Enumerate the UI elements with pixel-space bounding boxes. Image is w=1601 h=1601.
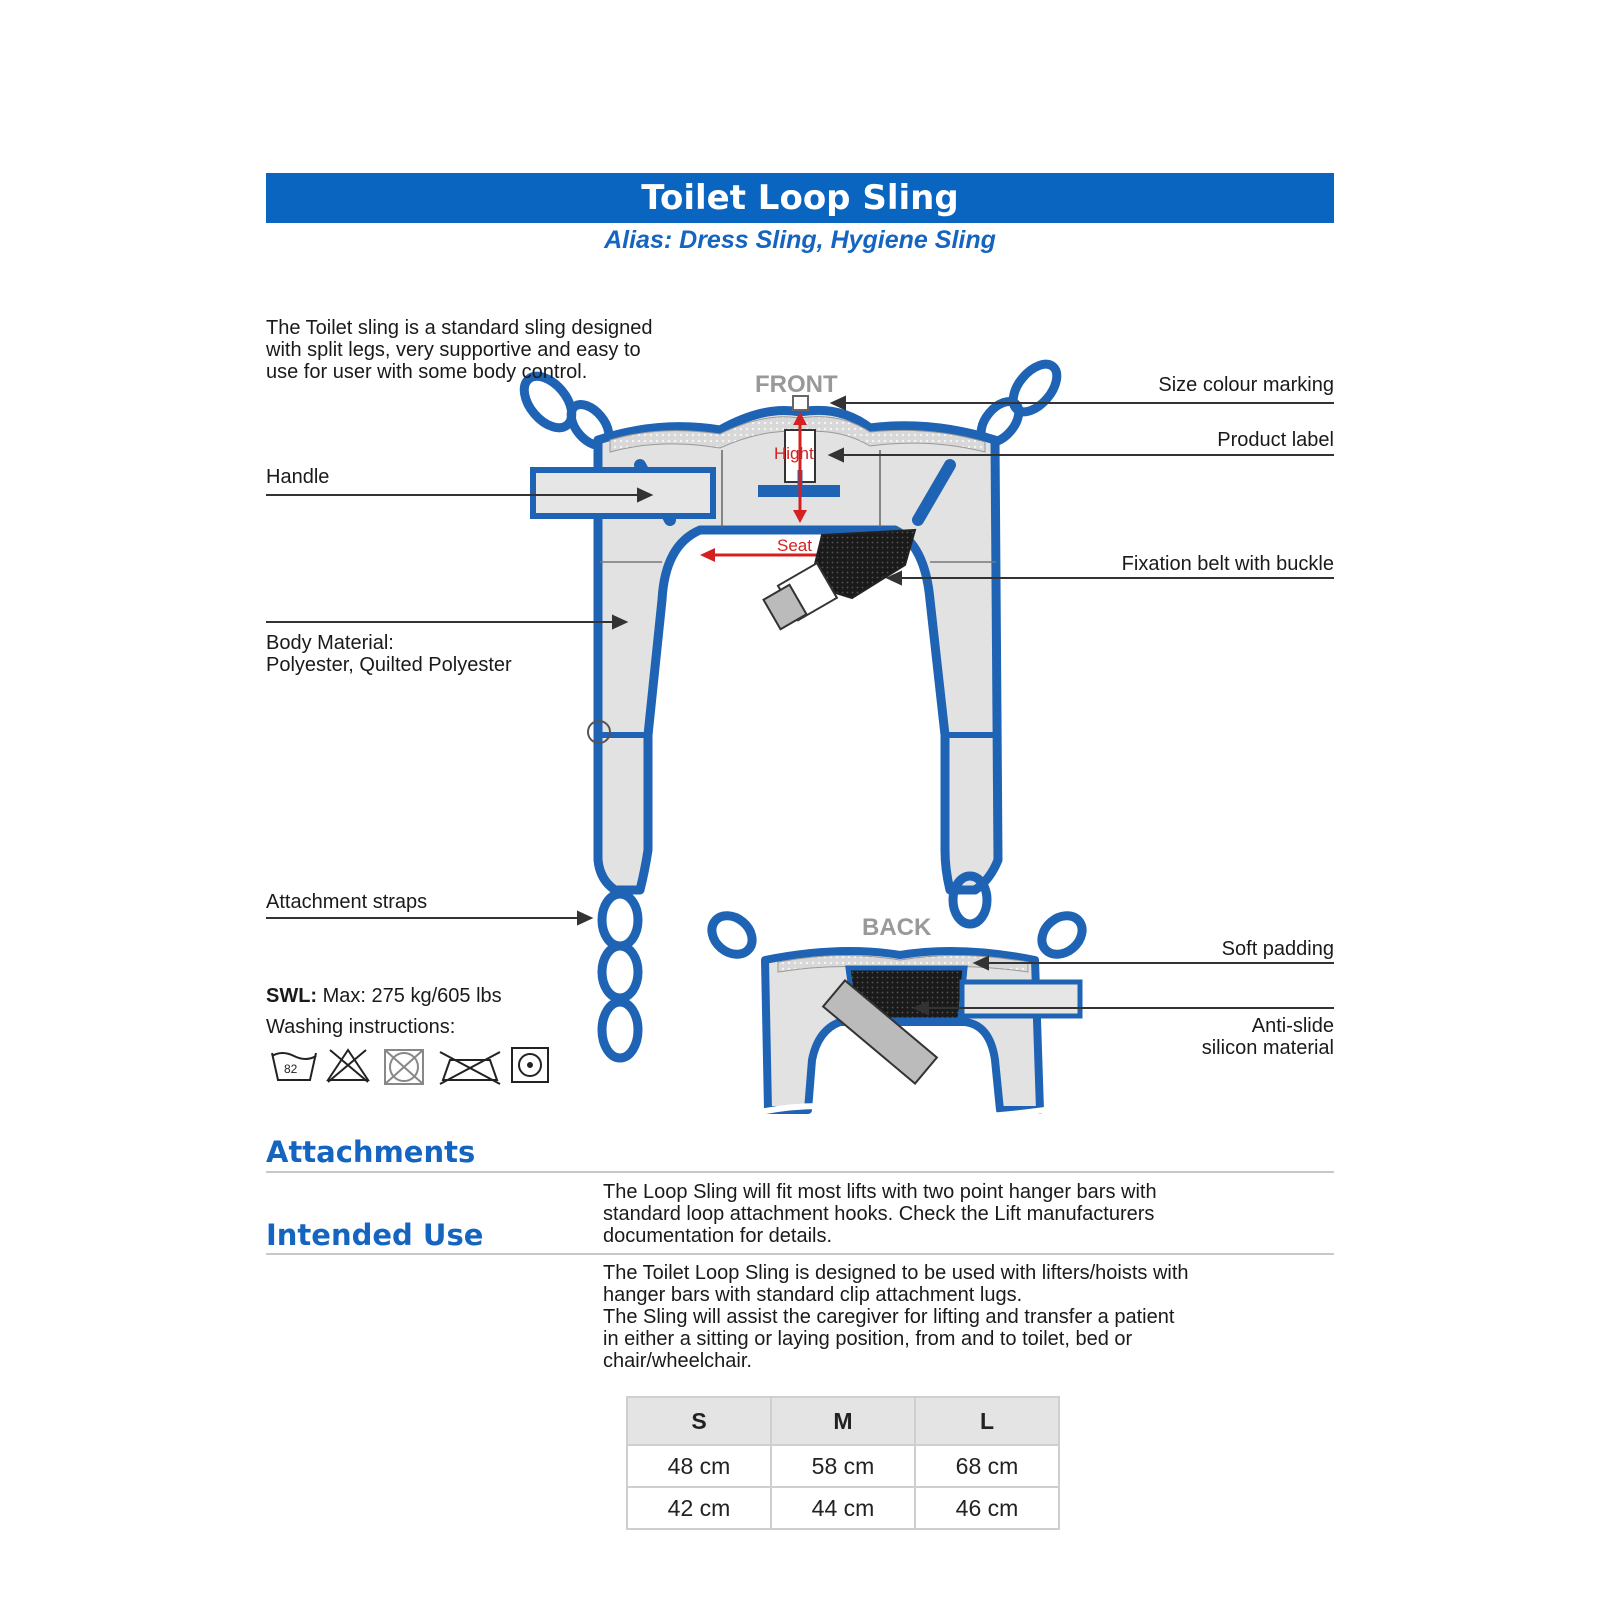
- table-row: [627, 1445, 1059, 1487]
- tumble-dry-icon: [512, 1048, 548, 1082]
- washing-icons: [272, 1048, 548, 1084]
- anti-slide-title: Anti-slide: [1251, 1015, 1334, 1037]
- table-cell: 44 cm: [771, 1487, 915, 1529]
- swl-value: Max: 275 kg/605 lbs: [317, 985, 502, 1007]
- attachments-rule: [266, 1171, 1334, 1173]
- back-label: BACK: [862, 914, 932, 941]
- intended-use-text: [603, 1262, 1189, 1372]
- size-header-s: S: [627, 1397, 771, 1445]
- size-header-l: L: [915, 1397, 1059, 1445]
- size-header-m: M: [771, 1397, 915, 1445]
- body-material-title: Body Material:: [266, 632, 394, 654]
- table-cell: 46 cm: [915, 1487, 1059, 1529]
- wash-82-icon: [272, 1053, 316, 1080]
- washing-instructions-label: Washing instructions:: [266, 1016, 456, 1038]
- table-cell: 68 cm: [915, 1445, 1059, 1487]
- product-label-label: Product label: [1217, 429, 1334, 451]
- anti-slide-value: silicon material: [1201, 1037, 1334, 1059]
- hight-label: Hight: [774, 444, 814, 463]
- intended-use-rule: [266, 1253, 1334, 1255]
- intended-line: The Sling will assist the caregiver for lifting and transfer a patient: [603, 1306, 1175, 1328]
- intro-line: with split legs, very supportive and easy to: [266, 339, 641, 361]
- body-material-label: [266, 632, 512, 676]
- size-table: [626, 1396, 1060, 1530]
- handle-label: Handle: [266, 466, 330, 488]
- attachments-line: The Loop Sling will fit most lifts with two point hanger bars with: [603, 1181, 1157, 1203]
- front-label: FRONT: [755, 371, 838, 398]
- intended-use-heading: Intended Use: [266, 1218, 484, 1252]
- attachments-heading: Attachments: [266, 1135, 476, 1169]
- anti-slide-label: [1202, 1015, 1334, 1059]
- size-colour-marking-label: Size colour marking: [1158, 374, 1334, 396]
- swl-spec: [266, 985, 502, 1007]
- no-bleach-icon: [328, 1050, 368, 1082]
- no-tumble-dry-icon: [385, 1050, 423, 1084]
- alias-subtitle: Alias: Dress Sling, Hygiene Sling: [604, 226, 996, 254]
- attachments-text: [603, 1181, 1157, 1247]
- table-cell: 42 cm: [627, 1487, 771, 1529]
- table-row: [627, 1487, 1059, 1529]
- attachments-line: standard loop attachment hooks. Check the Lift manufacturers: [603, 1203, 1155, 1225]
- body-material-value: Polyester, Quilted Polyester: [266, 654, 512, 676]
- attachments-line: documentation for details.: [603, 1225, 833, 1247]
- intro-text: [266, 317, 653, 383]
- intended-line: chair/wheelchair.: [603, 1350, 752, 1372]
- page-title: Toilet Loop Sling: [641, 178, 959, 218]
- size-table-header-row: [627, 1397, 1059, 1445]
- table-cell: 48 cm: [627, 1445, 771, 1487]
- intended-line: in either a sitting or laying position, from and to toilet, bed or: [603, 1328, 1133, 1350]
- intro-line: The Toilet sling is a standard sling designed: [266, 317, 653, 339]
- soft-padding-label: Soft padding: [1221, 938, 1334, 960]
- seat-label: Seat: [777, 536, 812, 555]
- swl-label: SWL:: [266, 985, 318, 1007]
- svg-text:82: 82: [284, 1062, 298, 1076]
- intended-line: The Toilet Loop Sling is designed to be used with lifters/hoists with: [603, 1262, 1189, 1284]
- intended-line: hanger bars with standard clip attachment lugs.: [603, 1284, 1023, 1306]
- fixation-belt-label: Fixation belt with buckle: [1121, 553, 1334, 575]
- table-cell: 58 cm: [771, 1445, 915, 1487]
- attachment-straps-label: Attachment straps: [266, 891, 428, 913]
- intro-line: use for user with some body control.: [266, 361, 588, 383]
- no-iron-icon: [440, 1052, 500, 1084]
